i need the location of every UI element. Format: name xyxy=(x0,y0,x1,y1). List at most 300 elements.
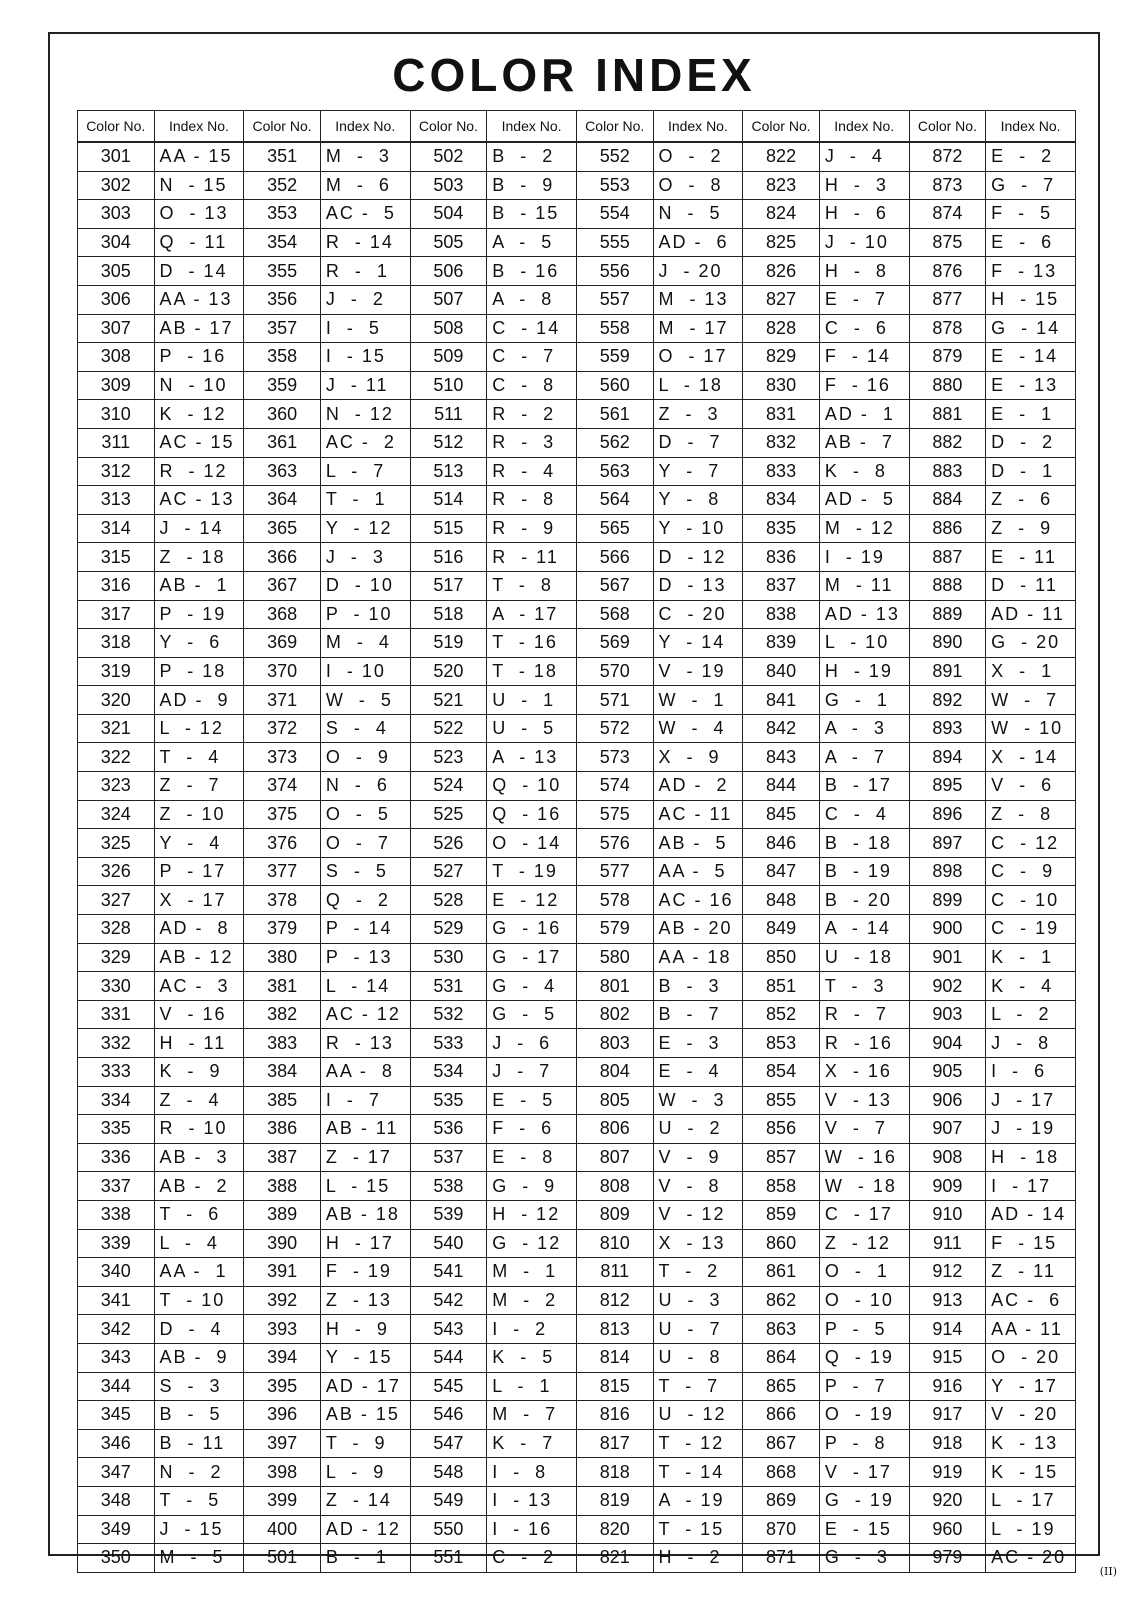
color-no-cell: 376 xyxy=(244,829,321,858)
index-no-cell: B - 19 xyxy=(819,857,909,886)
index-no-cell: D - 14 xyxy=(154,257,244,286)
color-no-cell: 889 xyxy=(909,600,986,629)
index-no-cell: J - 11 xyxy=(320,371,410,400)
color-no-cell: 389 xyxy=(244,1200,321,1229)
table-row xyxy=(78,257,1076,286)
color-no-cell: 904 xyxy=(909,1029,986,1058)
index-no-header: Index No. xyxy=(986,111,1076,143)
table-row xyxy=(78,714,1076,743)
color-no-cell: 873 xyxy=(909,171,986,200)
table-header-row xyxy=(78,111,1076,143)
color-index-table xyxy=(77,110,1076,1573)
color-no-cell: 367 xyxy=(244,571,321,600)
index-no-cell: I - 2 xyxy=(487,1315,577,1344)
color-no-cell: 343 xyxy=(78,1343,155,1372)
color-no-cell: 903 xyxy=(909,1000,986,1029)
index-no-cell: V - 19 xyxy=(653,657,743,686)
color-no-cell: 386 xyxy=(244,1115,321,1144)
index-no-cell: W - 4 xyxy=(653,714,743,743)
color-no-cell: 816 xyxy=(576,1401,653,1430)
index-no-cell: M - 6 xyxy=(320,171,410,200)
color-no-cell: 880 xyxy=(909,371,986,400)
color-no-cell: 894 xyxy=(909,743,986,772)
index-no-cell: AD - 6 xyxy=(653,228,743,257)
color-no-cell: 853 xyxy=(743,1029,820,1058)
color-no-cell: 394 xyxy=(244,1343,321,1372)
color-no-cell: 356 xyxy=(244,285,321,314)
color-no-cell: 878 xyxy=(909,314,986,343)
color-no-cell: 979 xyxy=(909,1544,986,1573)
index-no-cell: R - 10 xyxy=(154,1115,244,1144)
index-no-cell: AD - 9 xyxy=(154,686,244,715)
color-no-cell: 349 xyxy=(78,1515,155,1544)
index-no-cell: B - 18 xyxy=(819,829,909,858)
index-no-cell: M - 2 xyxy=(487,1286,577,1315)
index-no-cell: B - 11 xyxy=(154,1429,244,1458)
color-no-cell: 387 xyxy=(244,1143,321,1172)
index-no-cell: I - 17 xyxy=(986,1172,1076,1201)
color-no-cell: 571 xyxy=(576,686,653,715)
index-no-cell: R - 1 xyxy=(320,257,410,286)
color-no-cell: 519 xyxy=(410,629,487,658)
index-no-cell: V - 16 xyxy=(154,1000,244,1029)
color-no-cell: 337 xyxy=(78,1172,155,1201)
color-no-cell: 342 xyxy=(78,1315,155,1344)
color-no-cell: 365 xyxy=(244,514,321,543)
table-row xyxy=(78,915,1076,944)
index-no-cell: Y - 12 xyxy=(320,514,410,543)
color-no-header: Color No. xyxy=(244,111,321,143)
index-no-cell: O - 20 xyxy=(986,1343,1076,1372)
color-no-cell: 858 xyxy=(743,1172,820,1201)
color-no-cell: 538 xyxy=(410,1172,487,1201)
color-no-cell: 897 xyxy=(909,829,986,858)
color-no-cell: 839 xyxy=(743,629,820,658)
index-no-header: Index No. xyxy=(154,111,244,143)
color-no-cell: 328 xyxy=(78,915,155,944)
index-no-cell: R - 9 xyxy=(487,514,577,543)
index-no-cell: R - 13 xyxy=(320,1029,410,1058)
color-no-cell: 564 xyxy=(576,486,653,515)
color-no-cell: 514 xyxy=(410,486,487,515)
table-row xyxy=(78,686,1076,715)
color-no-cell: 511 xyxy=(410,400,487,429)
index-no-cell: J - 6 xyxy=(487,1029,577,1058)
index-no-cell: O - 7 xyxy=(320,829,410,858)
index-no-cell: AD - 17 xyxy=(320,1372,410,1401)
color-no-cell: 912 xyxy=(909,1258,986,1287)
index-no-cell: U - 5 xyxy=(487,714,577,743)
color-no-cell: 891 xyxy=(909,657,986,686)
index-no-cell: AB - 18 xyxy=(320,1200,410,1229)
color-no-cell: 557 xyxy=(576,285,653,314)
index-no-cell: K - 4 xyxy=(986,972,1076,1001)
color-no-cell: 364 xyxy=(244,486,321,515)
color-no-cell: 504 xyxy=(410,200,487,229)
color-no-cell: 355 xyxy=(244,257,321,286)
index-no-cell: L - 9 xyxy=(320,1458,410,1487)
index-no-cell: R - 8 xyxy=(487,486,577,515)
index-no-cell: W - 5 xyxy=(320,686,410,715)
index-no-cell: U - 2 xyxy=(653,1115,743,1144)
color-no-cell: 820 xyxy=(576,1515,653,1544)
color-no-cell: 850 xyxy=(743,943,820,972)
color-no-cell: 537 xyxy=(410,1143,487,1172)
color-no-cell: 541 xyxy=(410,1258,487,1287)
index-no-cell: I - 16 xyxy=(487,1515,577,1544)
color-no-cell: 392 xyxy=(244,1286,321,1315)
index-no-cell: C - 8 xyxy=(487,371,577,400)
color-no-cell: 327 xyxy=(78,886,155,915)
color-no-cell: 909 xyxy=(909,1172,986,1201)
color-no-cell: 520 xyxy=(410,657,487,686)
index-no-cell: M - 3 xyxy=(320,142,410,171)
color-no-cell: 315 xyxy=(78,543,155,572)
table-row xyxy=(78,629,1076,658)
color-no-cell: 899 xyxy=(909,886,986,915)
index-no-cell: O - 19 xyxy=(819,1401,909,1430)
index-no-cell: L - 12 xyxy=(154,714,244,743)
color-no-cell: 523 xyxy=(410,743,487,772)
color-no-cell: 834 xyxy=(743,486,820,515)
index-no-cell: V - 7 xyxy=(819,1115,909,1144)
color-no-cell: 562 xyxy=(576,428,653,457)
color-no-cell: 864 xyxy=(743,1343,820,1372)
table-row xyxy=(78,514,1076,543)
index-no-cell: D - 12 xyxy=(653,543,743,572)
color-no-cell: 303 xyxy=(78,200,155,229)
index-no-cell: AA - 8 xyxy=(320,1058,410,1087)
index-no-cell: Y - 7 xyxy=(653,457,743,486)
color-no-cell: 540 xyxy=(410,1229,487,1258)
color-no-cell: 369 xyxy=(244,629,321,658)
table-row xyxy=(78,371,1076,400)
color-no-cell: 544 xyxy=(410,1343,487,1372)
color-no-cell: 510 xyxy=(410,371,487,400)
color-no-cell: 381 xyxy=(244,972,321,1001)
index-no-cell: Z - 4 xyxy=(154,1086,244,1115)
index-no-cell: H - 3 xyxy=(819,171,909,200)
index-no-cell: A - 14 xyxy=(819,915,909,944)
index-no-cell: D - 11 xyxy=(986,571,1076,600)
color-no-cell: 569 xyxy=(576,629,653,658)
table-row xyxy=(78,1372,1076,1401)
color-no-cell: 390 xyxy=(244,1229,321,1258)
index-no-cell: X - 13 xyxy=(653,1229,743,1258)
color-no-cell: 531 xyxy=(410,972,487,1001)
index-no-cell: D - 2 xyxy=(986,428,1076,457)
color-no-cell: 517 xyxy=(410,571,487,600)
color-no-cell: 372 xyxy=(244,714,321,743)
color-no-cell: 317 xyxy=(78,600,155,629)
index-no-cell: Z - 8 xyxy=(986,800,1076,829)
table-row xyxy=(78,1544,1076,1573)
color-no-cell: 852 xyxy=(743,1000,820,1029)
index-no-cell: E - 1 xyxy=(986,400,1076,429)
color-no-header: Color No. xyxy=(743,111,820,143)
index-no-cell: C - 20 xyxy=(653,600,743,629)
table-row xyxy=(78,743,1076,772)
color-no-cell: 918 xyxy=(909,1429,986,1458)
color-no-cell: 320 xyxy=(78,686,155,715)
index-no-cell: P - 5 xyxy=(819,1315,909,1344)
color-no-cell: 351 xyxy=(244,142,321,171)
index-no-cell: R - 12 xyxy=(154,457,244,486)
color-no-cell: 542 xyxy=(410,1286,487,1315)
color-no-cell: 379 xyxy=(244,915,321,944)
index-no-cell: I - 7 xyxy=(320,1086,410,1115)
index-no-cell: G - 16 xyxy=(487,915,577,944)
color-no-cell: 549 xyxy=(410,1486,487,1515)
index-no-cell: O - 9 xyxy=(320,743,410,772)
color-no-cell: 330 xyxy=(78,972,155,1001)
index-no-cell: F - 13 xyxy=(986,257,1076,286)
color-no-cell: 518 xyxy=(410,600,487,629)
color-no-cell: 832 xyxy=(743,428,820,457)
table-row xyxy=(78,972,1076,1001)
color-no-cell: 575 xyxy=(576,800,653,829)
index-no-cell: V - 13 xyxy=(819,1086,909,1115)
index-no-cell: Z - 3 xyxy=(653,400,743,429)
color-no-cell: 917 xyxy=(909,1401,986,1430)
index-no-cell: E - 11 xyxy=(986,543,1076,572)
table-row xyxy=(78,1429,1076,1458)
color-no-cell: 836 xyxy=(743,543,820,572)
color-no-cell: 308 xyxy=(78,343,155,372)
index-no-cell: K - 12 xyxy=(154,400,244,429)
index-no-cell: H - 12 xyxy=(487,1200,577,1229)
index-no-cell: U - 3 xyxy=(653,1286,743,1315)
color-no-cell: 566 xyxy=(576,543,653,572)
index-no-cell: T - 4 xyxy=(154,743,244,772)
color-no-cell: 890 xyxy=(909,629,986,658)
index-no-cell: R - 11 xyxy=(487,543,577,572)
color-no-cell: 838 xyxy=(743,600,820,629)
color-no-cell: 555 xyxy=(576,228,653,257)
index-no-cell: K - 7 xyxy=(487,1429,577,1458)
color-no-cell: 385 xyxy=(244,1086,321,1115)
index-no-cell: L - 2 xyxy=(986,1000,1076,1029)
color-no-cell: 366 xyxy=(244,543,321,572)
color-no-cell: 527 xyxy=(410,857,487,886)
index-no-cell: J - 15 xyxy=(154,1515,244,1544)
index-no-cell: H - 2 xyxy=(653,1544,743,1573)
color-no-cell: 815 xyxy=(576,1372,653,1401)
index-no-cell: O - 14 xyxy=(487,829,577,858)
index-no-cell: V - 8 xyxy=(653,1172,743,1201)
table-row xyxy=(78,1401,1076,1430)
color-no-cell: 515 xyxy=(410,514,487,543)
color-no-cell: 331 xyxy=(78,1000,155,1029)
color-no-cell: 824 xyxy=(743,200,820,229)
index-no-cell: U - 18 xyxy=(819,943,909,972)
index-no-cell: S - 4 xyxy=(320,714,410,743)
index-no-cell: H - 19 xyxy=(819,657,909,686)
index-no-cell: A - 13 xyxy=(487,743,577,772)
index-no-cell: K - 9 xyxy=(154,1058,244,1087)
index-no-header: Index No. xyxy=(653,111,743,143)
index-no-cell: AC - 15 xyxy=(154,428,244,457)
index-no-cell: L - 17 xyxy=(986,1486,1076,1515)
index-no-cell: Z - 13 xyxy=(320,1286,410,1315)
color-no-cell: 546 xyxy=(410,1401,487,1430)
color-no-cell: 507 xyxy=(410,285,487,314)
table-row xyxy=(78,657,1076,686)
color-no-cell: 335 xyxy=(78,1115,155,1144)
index-no-cell: W - 1 xyxy=(653,686,743,715)
color-no-cell: 920 xyxy=(909,1486,986,1515)
table-row xyxy=(78,1115,1076,1144)
index-no-cell: Y - 4 xyxy=(154,829,244,858)
index-no-cell: C - 14 xyxy=(487,314,577,343)
color-no-cell: 577 xyxy=(576,857,653,886)
index-no-cell: R - 7 xyxy=(819,1000,909,1029)
table-row xyxy=(78,285,1076,314)
index-no-cell: T - 16 xyxy=(487,629,577,658)
index-no-cell: O - 2 xyxy=(653,142,743,171)
index-no-cell: C - 4 xyxy=(819,800,909,829)
table-row xyxy=(78,343,1076,372)
index-no-cell: L - 10 xyxy=(819,629,909,658)
table-row xyxy=(78,200,1076,229)
index-no-cell: D - 4 xyxy=(154,1315,244,1344)
color-no-cell: 819 xyxy=(576,1486,653,1515)
color-no-cell: 509 xyxy=(410,343,487,372)
index-no-cell: I - 13 xyxy=(487,1486,577,1515)
color-no-cell: 846 xyxy=(743,829,820,858)
color-no-cell: 332 xyxy=(78,1029,155,1058)
color-no-cell: 887 xyxy=(909,543,986,572)
index-no-cell: E - 14 xyxy=(986,343,1076,372)
page-title: COLOR INDEX xyxy=(392,49,756,101)
index-no-cell: B - 17 xyxy=(819,772,909,801)
index-no-cell: E - 13 xyxy=(986,371,1076,400)
index-no-cell: W - 3 xyxy=(653,1086,743,1115)
color-no-cell: 313 xyxy=(78,486,155,515)
index-no-cell: E - 12 xyxy=(487,886,577,915)
color-no-cell: 539 xyxy=(410,1200,487,1229)
index-no-cell: G - 1 xyxy=(819,686,909,715)
index-no-cell: AB - 20 xyxy=(653,915,743,944)
index-no-cell: Z - 18 xyxy=(154,543,244,572)
color-no-cell: 563 xyxy=(576,457,653,486)
index-no-cell: V - 6 xyxy=(986,772,1076,801)
color-no-cell: 896 xyxy=(909,800,986,829)
color-no-cell: 535 xyxy=(410,1086,487,1115)
color-no-cell: 807 xyxy=(576,1143,653,1172)
color-no-cell: 324 xyxy=(78,800,155,829)
index-no-cell: AB - 2 xyxy=(154,1172,244,1201)
color-no-cell: 353 xyxy=(244,200,321,229)
index-no-cell: J - 2 xyxy=(320,285,410,314)
color-no-header: Color No. xyxy=(410,111,487,143)
color-no-cell: 829 xyxy=(743,343,820,372)
table-row xyxy=(78,772,1076,801)
table-body xyxy=(78,142,1076,1572)
color-no-cell: 338 xyxy=(78,1200,155,1229)
color-no-cell: 506 xyxy=(410,257,487,286)
index-no-cell: Y - 14 xyxy=(653,629,743,658)
index-no-cell: X - 1 xyxy=(986,657,1076,686)
color-no-cell: 545 xyxy=(410,1372,487,1401)
index-no-cell: C - 7 xyxy=(487,343,577,372)
color-no-cell: 314 xyxy=(78,514,155,543)
color-no-cell: 552 xyxy=(576,142,653,171)
color-no-cell: 400 xyxy=(244,1515,321,1544)
color-no-cell: 502 xyxy=(410,142,487,171)
index-no-cell: AB - 7 xyxy=(819,428,909,457)
color-no-cell: 530 xyxy=(410,943,487,972)
color-no-cell: 572 xyxy=(576,714,653,743)
color-no-cell: 307 xyxy=(78,314,155,343)
color-no-cell: 359 xyxy=(244,371,321,400)
table-row xyxy=(78,171,1076,200)
color-no-cell: 802 xyxy=(576,1000,653,1029)
index-no-cell: A - 17 xyxy=(487,600,577,629)
index-no-cell: I - 8 xyxy=(487,1458,577,1487)
color-no-cell: 547 xyxy=(410,1429,487,1458)
color-no-cell: 521 xyxy=(410,686,487,715)
index-no-cell: M - 1 xyxy=(487,1258,577,1287)
color-no-cell: 361 xyxy=(244,428,321,457)
index-no-cell: L - 15 xyxy=(320,1172,410,1201)
color-no-cell: 388 xyxy=(244,1172,321,1201)
index-no-cell: AD - 14 xyxy=(986,1200,1076,1229)
color-no-cell: 512 xyxy=(410,428,487,457)
table-row xyxy=(78,314,1076,343)
color-no-cell: 825 xyxy=(743,228,820,257)
index-no-cell: Z - 17 xyxy=(320,1143,410,1172)
index-no-cell: E - 5 xyxy=(487,1086,577,1115)
color-no-cell: 901 xyxy=(909,943,986,972)
index-no-cell: M - 17 xyxy=(653,314,743,343)
index-no-cell: AC - 20 xyxy=(986,1544,1076,1573)
table-row xyxy=(78,486,1076,515)
color-no-cell: 556 xyxy=(576,257,653,286)
color-no-cell: 908 xyxy=(909,1143,986,1172)
color-no-cell: 333 xyxy=(78,1058,155,1087)
index-no-cell: L - 1 xyxy=(487,1372,577,1401)
color-no-cell: 574 xyxy=(576,772,653,801)
table-row xyxy=(78,571,1076,600)
index-no-cell: D - 1 xyxy=(986,457,1076,486)
color-no-cell: 869 xyxy=(743,1486,820,1515)
index-no-cell: AC - 5 xyxy=(320,200,410,229)
index-no-cell: U - 12 xyxy=(653,1401,743,1430)
color-no-cell: 306 xyxy=(78,285,155,314)
color-no-cell: 334 xyxy=(78,1086,155,1115)
color-no-cell: 855 xyxy=(743,1086,820,1115)
index-no-cell: AB - 3 xyxy=(154,1143,244,1172)
index-no-cell: Y - 10 xyxy=(653,514,743,543)
color-no-cell: 567 xyxy=(576,571,653,600)
color-no-cell: 568 xyxy=(576,600,653,629)
index-no-cell: AB - 1 xyxy=(154,571,244,600)
index-no-cell: AD - 1 xyxy=(819,400,909,429)
index-no-cell: AB - 9 xyxy=(154,1343,244,1372)
color-no-cell: 548 xyxy=(410,1458,487,1487)
color-no-cell: 532 xyxy=(410,1000,487,1029)
color-no-cell: 396 xyxy=(244,1401,321,1430)
color-no-cell: 870 xyxy=(743,1515,820,1544)
color-no-cell: 553 xyxy=(576,171,653,200)
color-no-cell: 329 xyxy=(78,943,155,972)
index-no-cell: T - 6 xyxy=(154,1200,244,1229)
color-no-header: Color No. xyxy=(576,111,653,143)
color-no-cell: 326 xyxy=(78,857,155,886)
color-no-cell: 914 xyxy=(909,1315,986,1344)
index-no-cell: AA - 15 xyxy=(154,142,244,171)
